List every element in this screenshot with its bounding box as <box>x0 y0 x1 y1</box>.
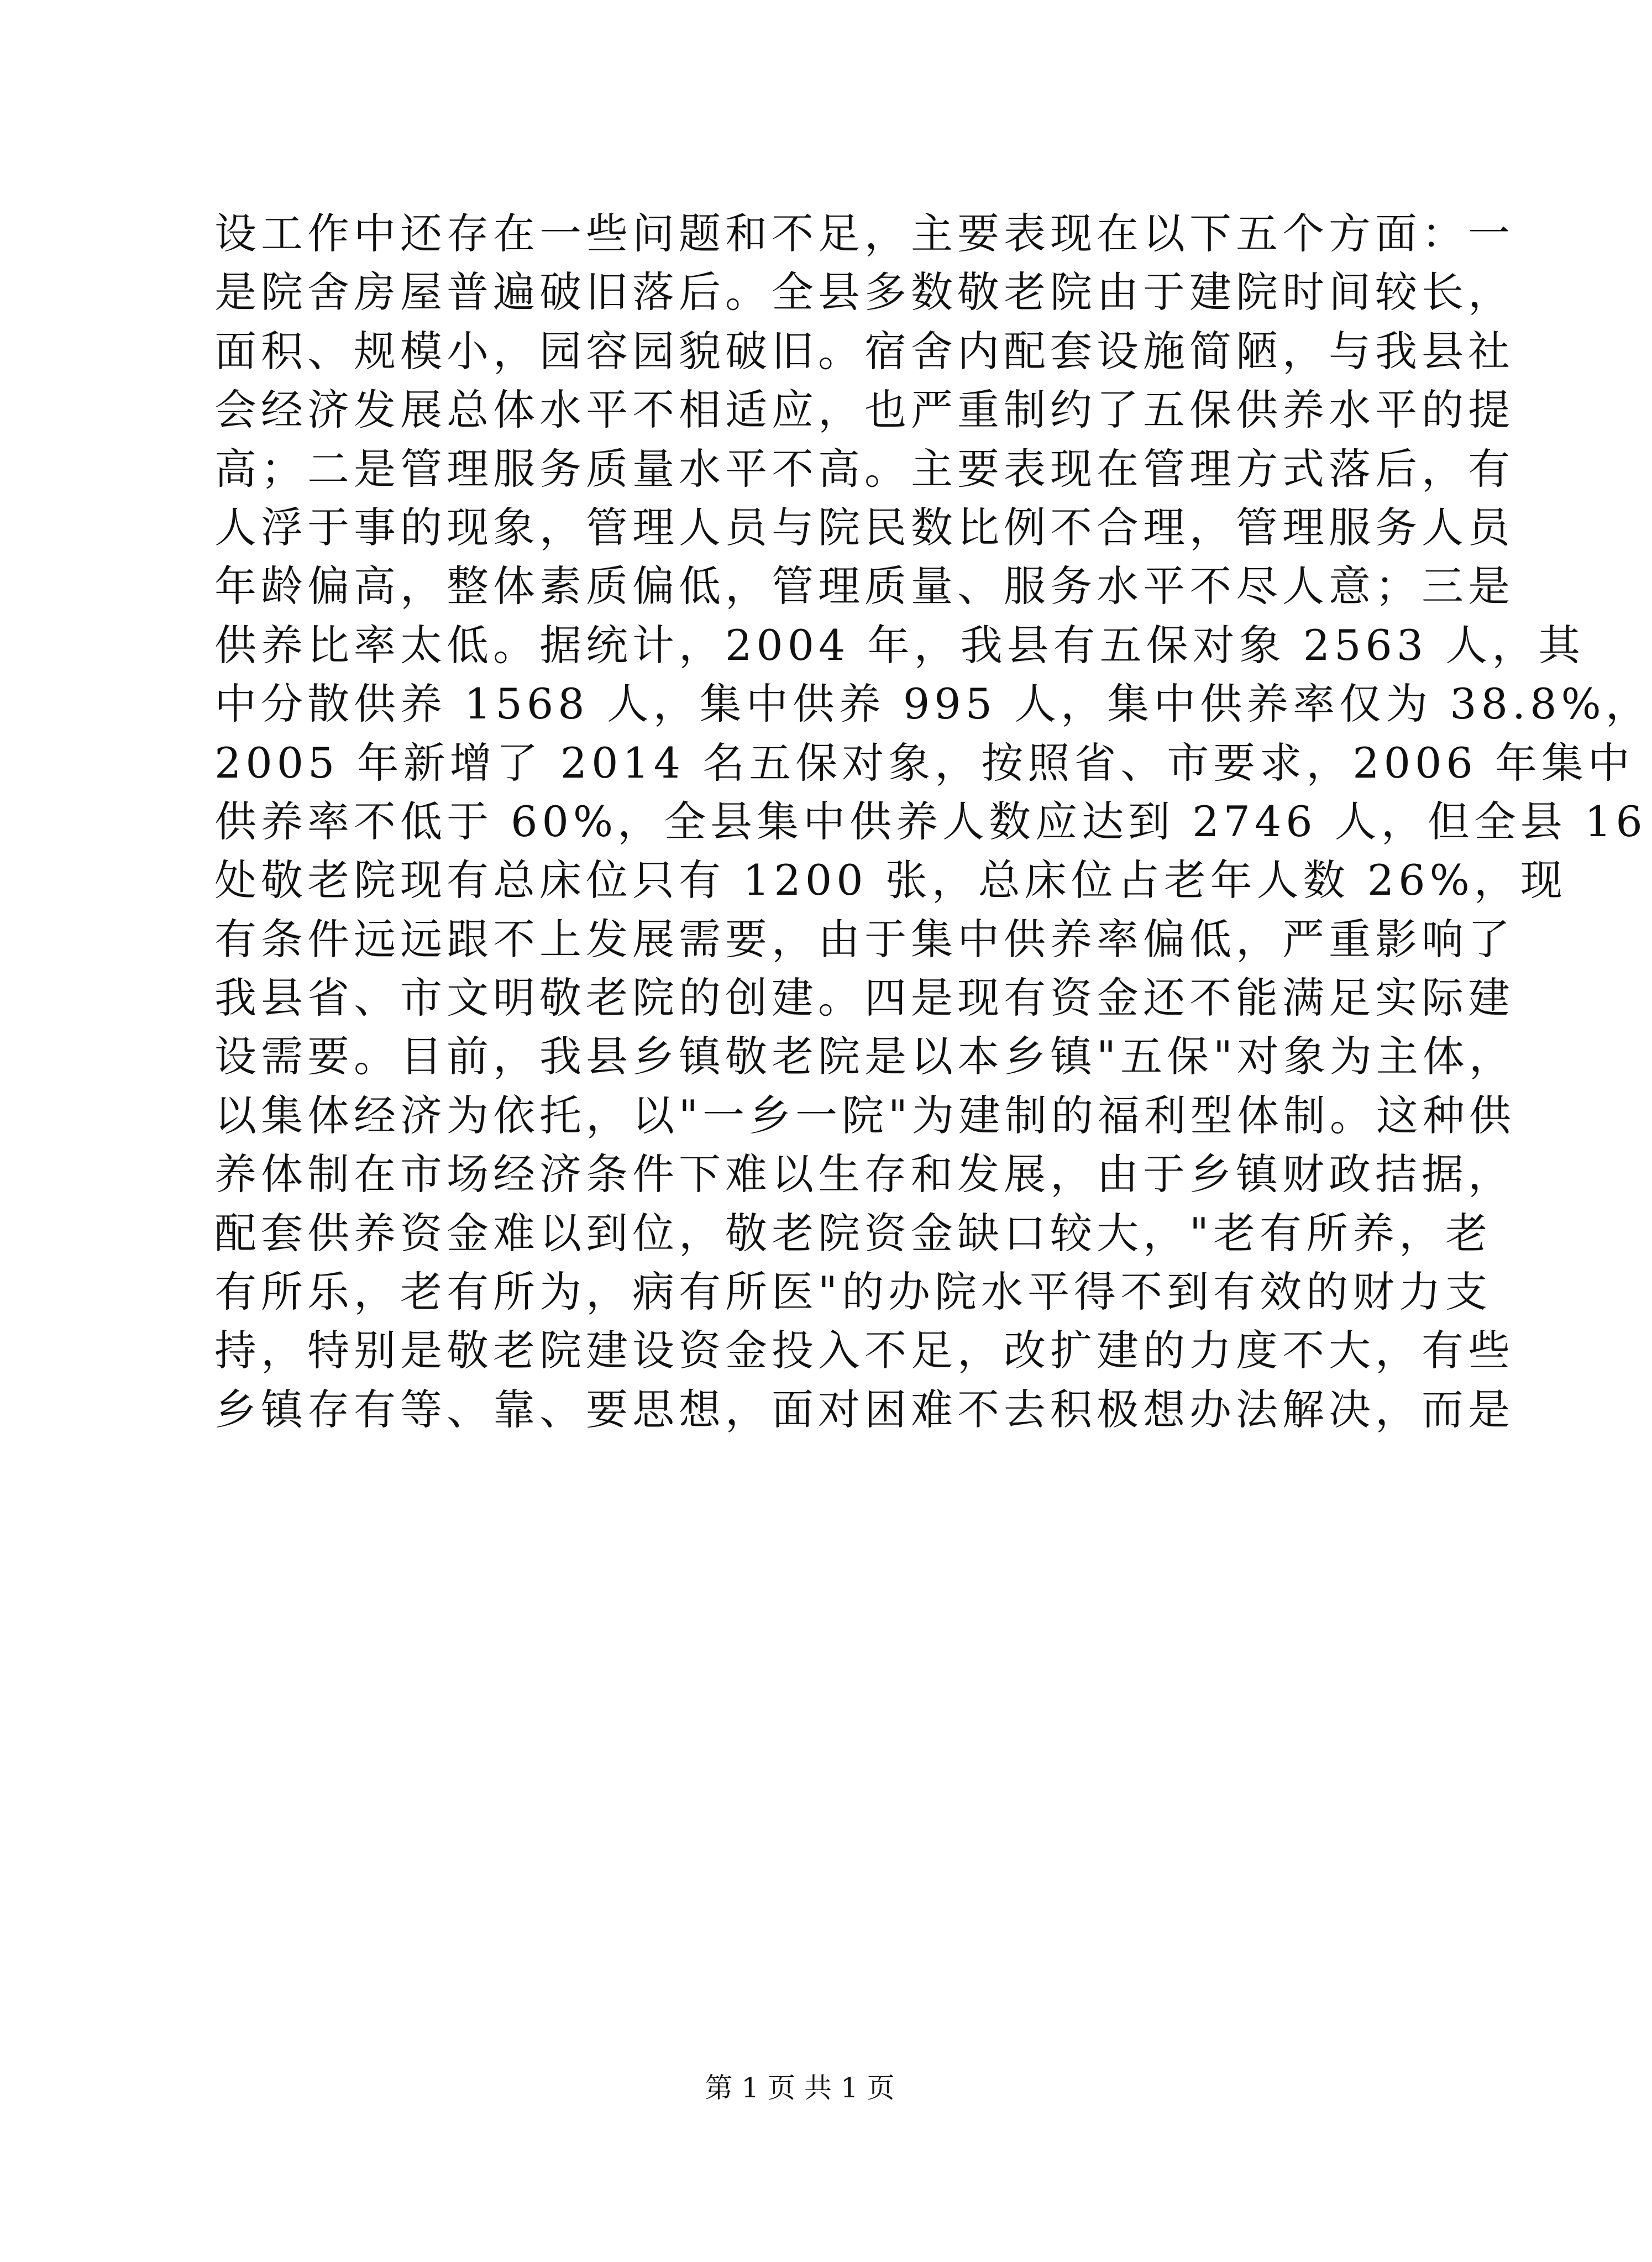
text-line-7: 年龄偏高，整体素质偏低，管理质量、服务水平不尽人意；三是 <box>214 561 1514 611</box>
text-line-9: 中分散供养 1568 人，集中供养 995 人，集中供养率仅为 38.8%， <box>214 679 1652 729</box>
text-line-4: 会经济发展总体水平不相适应，也严重制约了五保供养水平的提 <box>214 385 1514 435</box>
text-line-12: 处敬老院现有总床位只有 1200 张，总床位占老年人数 26%，现 <box>214 856 1567 905</box>
text-line-15: 设需要。目前，我县乡镇敬老院是以本乡镇"五保"对象为主体， <box>214 1032 1515 1082</box>
page-footer: 第 1 页 共 1 页 <box>705 2072 895 2104</box>
text-line-19: 有所乐，老有所为，病有所医"的办院水平得不到有效的财力支 <box>214 1267 1492 1317</box>
text-line-5: 高；二是管理服务质量水平不高。主要表现在管理方式落后，有 <box>214 444 1514 494</box>
text-line-16: 以集体经济为依托，以"一乡一院"为建制的福利型体制。这种供 <box>214 1090 1515 1140</box>
text-line-14: 我县省、市文明敬老院的创建。四是现有资金还不能满足实际建 <box>214 973 1514 1023</box>
text-line-8: 供养比率太低。据统计，2004 年，我县有五保对象 2563 人，其 <box>214 620 1585 670</box>
text-line-10: 2005 年新增了 2014 名五保对象，按照省、市要求，2006 年集中 <box>214 738 1634 788</box>
text-line-3: 面积、规模小，园容园貌破旧。宿舍内配套设施简陋，与我县社 <box>214 326 1514 376</box>
text-line-18: 配套供养资金难以到位，敬老院资金缺口较大，"老有所养，老 <box>214 1208 1492 1258</box>
text-line-2: 是院舍房屋普遍破旧落后。全县多数敬老院由于建院时间较长， <box>214 267 1514 317</box>
text-line-17: 养体制在市场经济条件下难以生存和发展，由于乡镇财政拮据， <box>214 1150 1514 1199</box>
text-line-21: 乡镇存有等、靠、要思想，面对困难不去积极想办法解决，而是 <box>214 1384 1514 1434</box>
body-text <box>214 204 1652 1439</box>
text-line-6: 人浮于事的现象，管理人员与院民数比例不合理，管理服务人员 <box>214 502 1514 552</box>
text-line-13: 有条件远远跟不上发展需要，由于集中供养率偏低，严重影响了 <box>214 914 1514 964</box>
text-line-20: 持，特别是敬老院建设资金投入不足，改扩建的力度不大，有些 <box>214 1326 1514 1376</box>
text-line-11: 供养率不低于 60%，全县集中供养人数应达到 2746 人，但全县 16 <box>214 796 1647 846</box>
text-line-1: 设工作中还存在一些问题和不足，主要表现在以下五个方面：一 <box>214 209 1514 258</box>
